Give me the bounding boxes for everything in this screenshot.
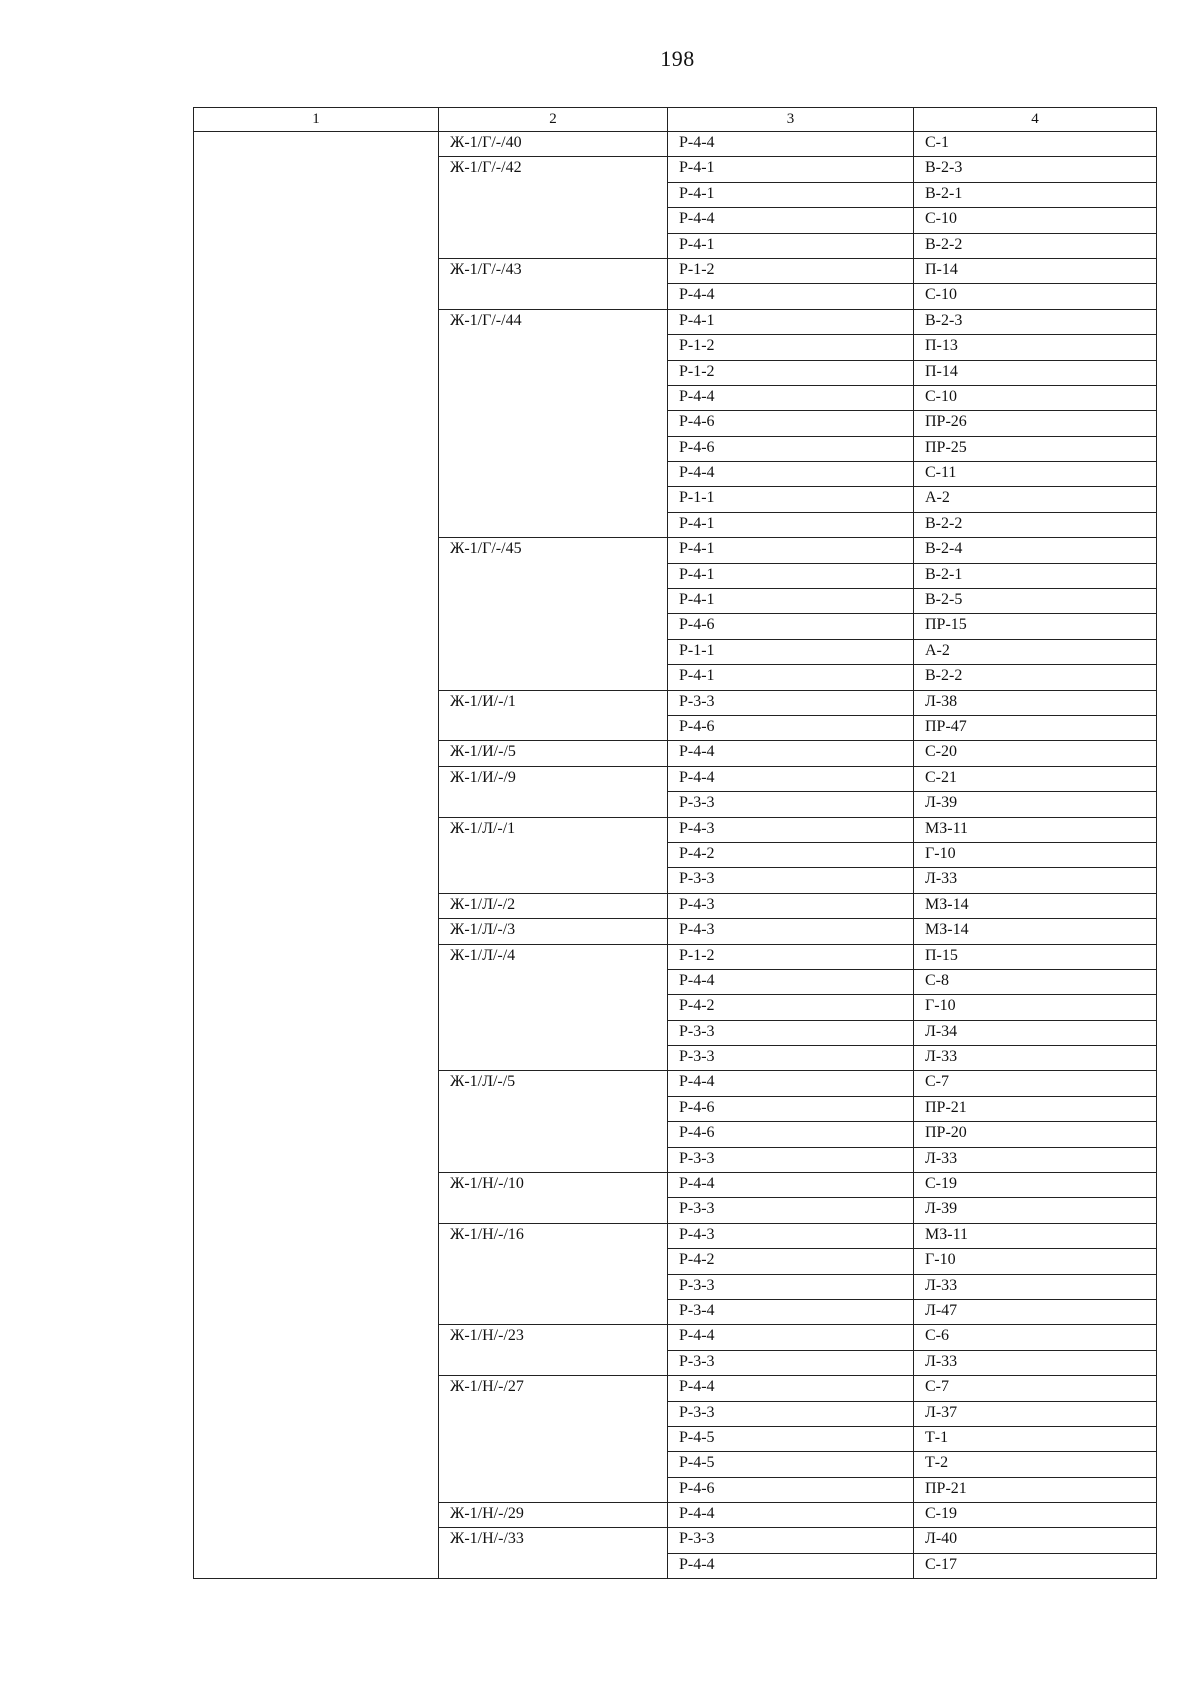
reference-code-cell: В-2-3 <box>914 309 1157 334</box>
reference-code-cell: ПР-20 <box>914 1122 1157 1147</box>
reference-code-cell: Л-33 <box>914 1350 1157 1375</box>
section-code-cell: Р-4-5 <box>668 1426 914 1451</box>
group-code-cell: Ж-1/И/-/5 <box>439 741 668 766</box>
reference-code-cell: С-11 <box>914 462 1157 487</box>
section-code-cell: Р-3-3 <box>668 1401 914 1426</box>
section-code-cell: Р-4-4 <box>668 1503 914 1528</box>
group-code-cell: Ж-1/Л/-/2 <box>439 893 668 918</box>
section-code-cell: Р-4-6 <box>668 436 914 461</box>
section-code-cell: Р-4-4 <box>668 1173 914 1198</box>
column-header-1: 1 <box>194 108 439 132</box>
reference-code-cell: В-2-5 <box>914 589 1157 614</box>
reference-code-cell: ПР-21 <box>914 1477 1157 1502</box>
group-code-cell: Ж-1/Л/-/5 <box>439 1071 668 1173</box>
table-row <box>194 132 1157 157</box>
reference-code-cell: П-14 <box>914 258 1157 283</box>
reference-code-cell: Л-37 <box>914 1401 1157 1426</box>
reference-code-cell: П-13 <box>914 335 1157 360</box>
reference-code-cell: В-2-4 <box>914 538 1157 563</box>
reference-code-cell: С-21 <box>914 766 1157 791</box>
section-code-cell: Р-4-4 <box>668 741 914 766</box>
reference-code-cell: С-7 <box>914 1376 1157 1401</box>
section-code-cell: Р-4-1 <box>668 182 914 207</box>
section-code-cell: Р-1-2 <box>668 335 914 360</box>
section-code-cell: Р-4-4 <box>668 766 914 791</box>
section-code-cell: Р-3-3 <box>668 868 914 893</box>
section-code-cell: Р-1-2 <box>668 944 914 969</box>
group-code-cell: Ж-1/Н/-/27 <box>439 1376 668 1503</box>
reference-code-cell: В-2-2 <box>914 233 1157 258</box>
section-code-cell: Р-4-1 <box>668 157 914 182</box>
section-code-cell: Р-4-3 <box>668 893 914 918</box>
reference-code-cell: ПР-47 <box>914 715 1157 740</box>
section-code-cell: Р-4-1 <box>668 563 914 588</box>
reference-code-cell: В-2-1 <box>914 563 1157 588</box>
reference-code-cell: МЗ-11 <box>914 1223 1157 1248</box>
reference-code-cell: П-15 <box>914 944 1157 969</box>
section-code-cell: Р-4-6 <box>668 1477 914 1502</box>
section-code-cell: Р-4-4 <box>668 1553 914 1578</box>
reference-code-cell: МЗ-14 <box>914 919 1157 944</box>
section-code-cell: Р-3-3 <box>668 1274 914 1299</box>
reference-code-cell: С-19 <box>914 1503 1157 1528</box>
section-code-cell: Р-4-3 <box>668 817 914 842</box>
section-code-cell: Р-4-6 <box>668 715 914 740</box>
reference-code-cell: А-2 <box>914 487 1157 512</box>
section-code-cell: Р-3-3 <box>668 1198 914 1223</box>
reference-code-cell: С-7 <box>914 1071 1157 1096</box>
section-code-cell: Р-3-3 <box>668 1350 914 1375</box>
section-code-cell: Р-4-2 <box>668 995 914 1020</box>
table-body <box>194 132 1157 1579</box>
section-code-cell: Р-1-1 <box>668 639 914 664</box>
group-code-cell: Ж-1/Л/-/1 <box>439 817 668 893</box>
section-code-cell: Р-4-3 <box>668 919 914 944</box>
reference-code-cell: Л-34 <box>914 1020 1157 1045</box>
section-code-cell: Р-3-3 <box>668 1046 914 1071</box>
section-code-cell: Р-4-6 <box>668 614 914 639</box>
reference-code-cell: С-1 <box>914 132 1157 157</box>
section-code-cell: Р-4-1 <box>668 589 914 614</box>
reference-code-cell: Л-47 <box>914 1299 1157 1324</box>
section-code-cell: Р-4-4 <box>668 132 914 157</box>
section-code-cell: Р-4-1 <box>668 538 914 563</box>
section-code-cell: Р-3-3 <box>668 1147 914 1172</box>
reference-code-cell: Л-33 <box>914 1147 1157 1172</box>
reference-code-cell: ПР-21 <box>914 1096 1157 1121</box>
section-code-cell: Р-4-6 <box>668 1096 914 1121</box>
reference-code-cell: Т-2 <box>914 1452 1157 1477</box>
section-code-cell: Р-4-2 <box>668 1249 914 1274</box>
section-code-cell: Р-1-2 <box>668 360 914 385</box>
reference-code-cell: В-2-3 <box>914 157 1157 182</box>
group-code-cell: Ж-1/Н/-/23 <box>439 1325 668 1376</box>
section-code-cell: Р-4-6 <box>668 411 914 436</box>
reference-code-cell: Г-10 <box>914 842 1157 867</box>
section-code-cell: Р-1-1 <box>668 487 914 512</box>
section-code-cell: Р-3-4 <box>668 1299 914 1324</box>
group-code-cell: Ж-1/Г/-/45 <box>439 538 668 690</box>
group-code-cell: Ж-1/Л/-/3 <box>439 919 668 944</box>
section-code-cell: Р-4-4 <box>668 385 914 410</box>
section-code-cell: Р-3-3 <box>668 690 914 715</box>
reference-code-cell: Л-39 <box>914 1198 1157 1223</box>
section-code-cell: Р-3-3 <box>668 1528 914 1553</box>
section-code-cell: Р-4-4 <box>668 1071 914 1096</box>
reference-code-cell: С-6 <box>914 1325 1157 1350</box>
reference-code-cell: С-8 <box>914 969 1157 994</box>
group-code-cell: Ж-1/Н/-/29 <box>439 1503 668 1528</box>
reference-code-cell: Л-33 <box>914 1046 1157 1071</box>
reference-code-cell: Г-10 <box>914 995 1157 1020</box>
group-code-cell: Ж-1/И/-/9 <box>439 766 668 817</box>
table-header-row <box>194 108 1157 132</box>
section-code-cell: Р-1-2 <box>668 258 914 283</box>
group-code-cell: Ж-1/Н/-/10 <box>439 1173 668 1224</box>
reference-code-cell: Л-33 <box>914 868 1157 893</box>
column-1-cell <box>194 132 439 1579</box>
column-header-3: 3 <box>668 108 914 132</box>
data-table <box>193 107 1157 1579</box>
section-code-cell: Р-4-1 <box>668 665 914 690</box>
group-code-cell: Ж-1/Н/-/16 <box>439 1223 668 1325</box>
reference-code-cell: С-20 <box>914 741 1157 766</box>
reference-code-cell: А-2 <box>914 639 1157 664</box>
reference-code-cell: П-14 <box>914 360 1157 385</box>
reference-code-cell: Л-39 <box>914 792 1157 817</box>
section-code-cell: Р-4-3 <box>668 1223 914 1248</box>
reference-code-cell: ПР-26 <box>914 411 1157 436</box>
reference-code-cell: ПР-25 <box>914 436 1157 461</box>
section-code-cell: Р-4-4 <box>668 969 914 994</box>
reference-code-cell: С-19 <box>914 1173 1157 1198</box>
reference-code-cell: Л-38 <box>914 690 1157 715</box>
reference-code-cell: ПР-15 <box>914 614 1157 639</box>
reference-code-cell: МЗ-14 <box>914 893 1157 918</box>
section-code-cell: Р-4-6 <box>668 1122 914 1147</box>
section-code-cell: Р-4-1 <box>668 309 914 334</box>
reference-code-cell: Л-33 <box>914 1274 1157 1299</box>
reference-code-cell: В-2-2 <box>914 665 1157 690</box>
reference-code-cell: С-10 <box>914 385 1157 410</box>
section-code-cell: Р-3-3 <box>668 1020 914 1045</box>
reference-code-cell: Л-40 <box>914 1528 1157 1553</box>
page-number: 198 <box>660 46 695 71</box>
section-code-cell: Р-4-1 <box>668 233 914 258</box>
group-code-cell: Ж-1/Г/-/40 <box>439 132 668 157</box>
column-header-4: 4 <box>914 108 1157 132</box>
reference-code-cell: В-2-2 <box>914 512 1157 537</box>
reference-code-cell: С-10 <box>914 208 1157 233</box>
group-code-cell: Ж-1/Н/-/33 <box>439 1528 668 1579</box>
reference-code-cell: Т-1 <box>914 1426 1157 1451</box>
section-code-cell: Р-3-3 <box>668 792 914 817</box>
section-code-cell: Р-4-2 <box>668 842 914 867</box>
reference-code-cell: Г-10 <box>914 1249 1157 1274</box>
section-code-cell: Р-4-1 <box>668 512 914 537</box>
section-code-cell: Р-4-4 <box>668 1376 914 1401</box>
group-code-cell: Ж-1/Г/-/42 <box>439 157 668 259</box>
section-code-cell: Р-4-4 <box>668 462 914 487</box>
section-code-cell: Р-4-4 <box>668 208 914 233</box>
column-header-2: 2 <box>439 108 668 132</box>
reference-code-cell: С-10 <box>914 284 1157 309</box>
group-code-cell: Ж-1/Г/-/43 <box>439 258 668 309</box>
group-code-cell: Ж-1/Г/-/44 <box>439 309 668 538</box>
group-code-cell: Ж-1/И/-/1 <box>439 690 668 741</box>
group-code-cell: Ж-1/Л/-/4 <box>439 944 668 1071</box>
reference-code-cell: В-2-1 <box>914 182 1157 207</box>
section-code-cell: Р-4-4 <box>668 1325 914 1350</box>
reference-code-cell: С-17 <box>914 1553 1157 1578</box>
section-code-cell: Р-4-5 <box>668 1452 914 1477</box>
section-code-cell: Р-4-4 <box>668 284 914 309</box>
reference-code-cell: МЗ-11 <box>914 817 1157 842</box>
